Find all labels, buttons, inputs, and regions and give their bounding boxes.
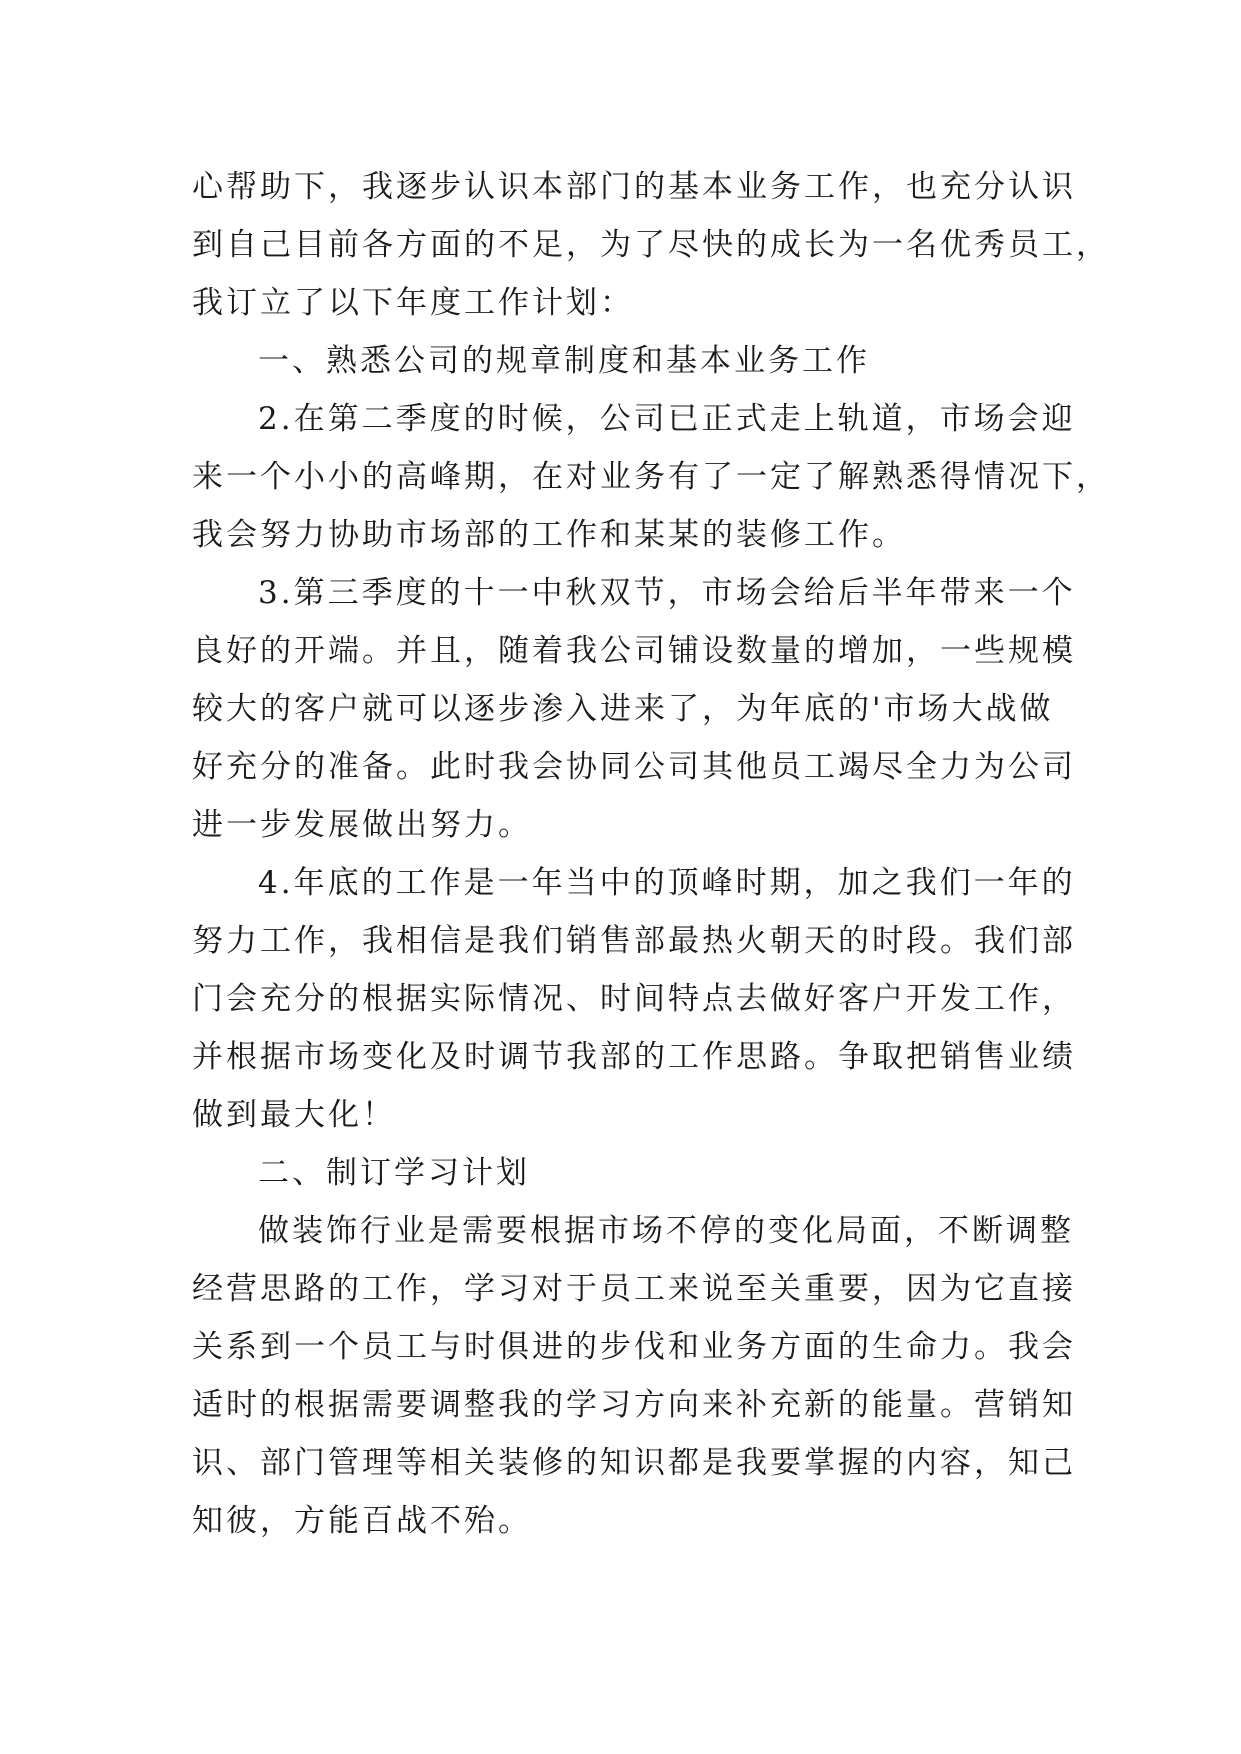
paragraph-start: 做装饰行业是需要根据市场不停的变化局面，不断调整 xyxy=(258,1213,1074,1249)
text-line: 知彼，方能百战不殆。 xyxy=(192,1503,532,1539)
text-line: 到自己目前各方面的不足，为了尽快的成长为一名优秀员工， xyxy=(192,227,1110,263)
text-line: 并根据市场变化及时调节我部的工作思路。争取把销售业绩 xyxy=(192,1039,1076,1075)
text-line: 适时的根据需要调整我的学习方向来补充新的能量。营销知 xyxy=(192,1387,1076,1423)
text-line: 我订立了以下年度工作计划： xyxy=(192,285,634,321)
text-line: 较大的客户就可以逐步渗入进来了，为年底的'市场大战做 xyxy=(192,691,1054,727)
text-line: 关系到一个员工与时俱进的步伐和业务方面的生命力。我会 xyxy=(192,1329,1076,1365)
paragraph-start: 4.年底的工作是一年当中的顶峰时期，加之我们一年的 xyxy=(258,865,1076,901)
document-body xyxy=(192,158,1110,1550)
paragraph-start: 2.在第二季度的时候，公司已正式走上轨道，市场会迎 xyxy=(258,401,1076,437)
text-line: 识、部门管理等相关装修的知识都是我要掌握的内容，知己 xyxy=(192,1445,1076,1481)
text-line: 良好的开端。并且，随着我公司铺设数量的增加，一些规模 xyxy=(192,633,1076,669)
section-heading: 一、熟悉公司的规章制度和基本业务工作 xyxy=(258,343,870,379)
text-line: 门会充分的根据实际情况、时间特点去做好客户开发工作， xyxy=(192,981,1076,1017)
text-line: 努力工作，我相信是我们销售部最热火朝天的时段。我们部 xyxy=(192,923,1076,959)
paragraph-start: 3.第三季度的十一中秋双节，市场会给后半年带来一个 xyxy=(258,575,1076,611)
text-line: 进一步发展做出努力。 xyxy=(192,807,532,843)
text-line: 我会努力协助市场部的工作和某某的装修工作。 xyxy=(192,517,906,553)
section-heading: 二、制订学习计划 xyxy=(258,1155,530,1191)
text-line: 经营思路的工作，学习对于员工来说至关重要，因为它直接 xyxy=(192,1271,1076,1307)
text-line: 做到最大化！ xyxy=(192,1097,396,1133)
text-line: 好充分的准备。此时我会协同公司其他员工竭尽全力为公司 xyxy=(192,749,1076,785)
text-line: 来一个小小的高峰期，在对业务有了一定了解熟悉得情况下， xyxy=(192,459,1110,495)
text-line: 心帮助下，我逐步认识本部门的基本业务工作，也充分认识 xyxy=(192,169,1076,205)
